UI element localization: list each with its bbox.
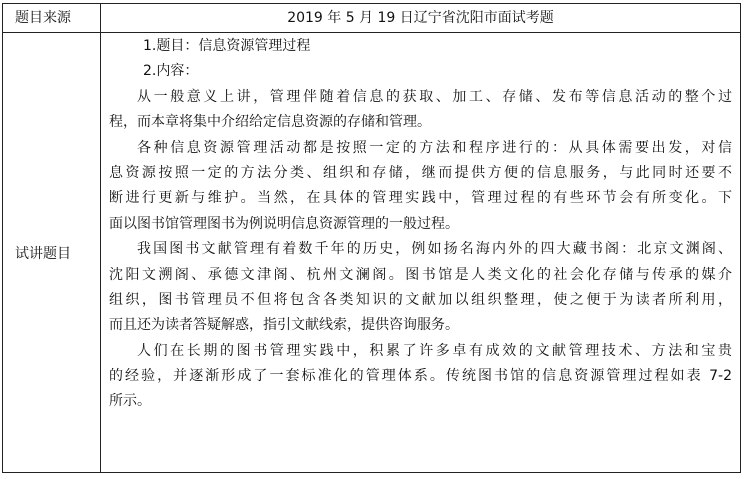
content-line: 1.题目：信息资源管理过程 bbox=[143, 38, 311, 54]
content-line: 断进行更新与维护。当然，在具体的管理实践中，管理过程的有些环节会有所变化。下 bbox=[109, 190, 732, 207]
content-line: 息资源按照一定的方法分类、组织和存储，继而提供方便的信息服务，与此同时还要不 bbox=[109, 164, 732, 181]
content-line: 的经验，并逐渐形成了一套标准化的管理体系。传统图书馆的信息资源管理过程如表 7-2 bbox=[109, 368, 732, 385]
exam-table bbox=[2, 3, 741, 473]
content-line: 所示。 bbox=[109, 393, 151, 410]
source-value: 2019 年 5 月 19 日辽宁省沈阳市面试考题 bbox=[287, 10, 554, 26]
row-divider bbox=[3, 32, 740, 33]
content-line: 面以图书馆管理图书为例说明信息资源管理的一般过程。 bbox=[109, 215, 459, 232]
content-line: 各种信息资源管理活动都是按照一定的方法和程序进行的：从具体需要出发，对信 bbox=[137, 139, 732, 156]
content-line: 沈阳文溯阁、承德文津阁、杭州文澜阁。图书馆是人类文化的社会化存储与传承的媒介 bbox=[109, 266, 732, 283]
column-divider bbox=[100, 4, 101, 472]
topic-content bbox=[109, 34, 732, 472]
source-label: 题目来源 bbox=[15, 10, 71, 26]
content-line: 人们在长期的图书管理实践中，积累了许多卓有成效的文献管理技术、方法和宝贵 bbox=[137, 342, 732, 359]
content-line: 组织，图书管理员不但将包含各类知识的文献加以组织整理，使之便于为读者所利用， bbox=[109, 291, 732, 308]
content-line: 程，而本章将集中介绍给定信息资源的存储和管理。 bbox=[109, 114, 431, 131]
topic-label: 试讲题目 bbox=[15, 246, 71, 262]
content-line: 2.内容： bbox=[143, 63, 199, 80]
content-line: 而且还为读者答疑解惑，指引文献线索，提供咨询服务。 bbox=[109, 317, 459, 334]
content-line: 从一般意义上讲，管理伴随着信息的获取、加工、存储、发布等信息活动的整个过 bbox=[137, 88, 732, 105]
content-line: 我国图书文献管理有着数千年的历史，例如扬名海内外的四大藏书阁：北京文渊阁、 bbox=[137, 241, 732, 258]
